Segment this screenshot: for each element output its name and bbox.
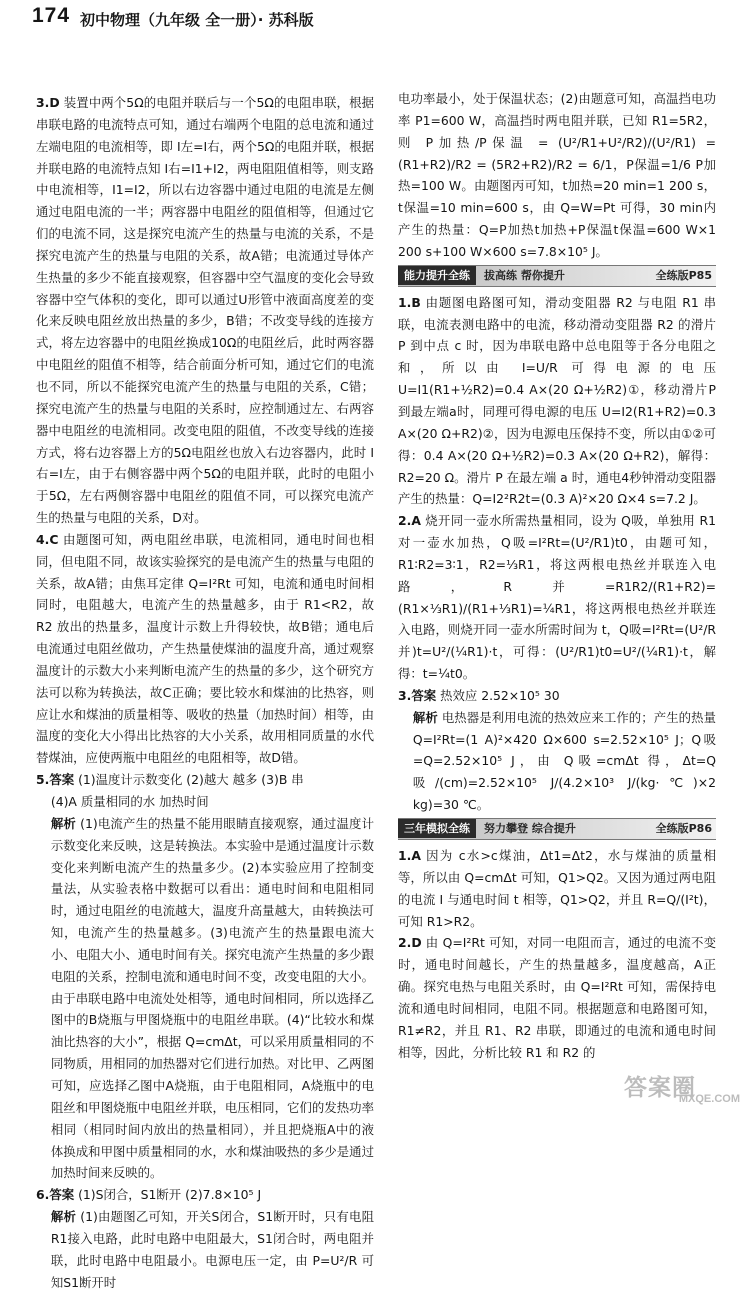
answer-text: 由题图可知，两电阻丝串联，电流相同，通电时间也相同，但电阻不同，故该实验探究的是电流产生的热量与电阻的关系，故A错；由焦耳定律 Q=I²Rt 可知，电流和通电时间相同时，电阻越大，电流产生的热量越多，由于 R1<R2，故 R2 放出的热量多，温度计示数上升得较快，故B错；通电后电流通过电阻丝做功，产生热量使煤油的温度升高，通过观察温度计的示数大小来判断电流产生的热量的多少，这个研究方法可以称为转换法，故C正确；要比较水和煤油的比热容，则应让水和煤油的质量相等、吸收的热量（加热时间）相等，由温度的变化大小得出比热容的大小关系，故用相同质量的水代替煤油，应使两瓶中电阻丝的电阻相等，故D错。	[36, 531, 374, 766]
left-column	[36, 92, 374, 1293]
answer-paragraph	[398, 88, 716, 263]
answer-text: 因为 c水>c煤油，Δt1=Δt2，水与煤油的质量相等，所以由 Q=cmΔt 可知，Q1>Q2。又因为通过两电阻的电流 I 与通电时间 t 相等，Q1>Q2，并且 R=Q/(I²t)，可知 R1>R2。	[398, 848, 716, 929]
answer-number: 5.答案	[36, 772, 75, 788]
answer-paragraph	[36, 813, 374, 1184]
watermark	[624, 1069, 742, 1105]
answer-number: 1.A	[398, 848, 421, 863]
page-header	[32, 0, 722, 46]
section-banner-ref: 全练版P86	[655, 822, 712, 835]
answer-paragraph	[36, 529, 374, 769]
answer-paragraph	[36, 791, 374, 813]
section-banner	[398, 265, 716, 287]
watermark-logo: 答案圈	[624, 1074, 696, 1100]
answer-paragraph	[36, 769, 374, 791]
answer-text: 电热器是利用电流的热效应来工作的；产生的热量 Q=I²Rt=(1 A)²×420 Ω×600 s=2.52×10⁵ J；Q吸=Q=2.52×10⁵ J，由 Q吸=cmΔt 得，Δt=Q吸/(cm)=2.52×10⁵ J/(4.2×10³ J/(kg·℃)×2 kg)=30 ℃。	[412, 709, 716, 813]
answer-paragraph	[398, 510, 716, 685]
section-banner-sub: 努力攀登 综合提升	[484, 822, 576, 835]
right-column	[398, 88, 716, 1063]
book-title: 初中物理（九年级 全一册）· 苏科版	[80, 11, 314, 29]
answer-text: (1)S闭合，S1断开 (2)7.8×10⁵ J	[78, 1187, 262, 1203]
section-banner	[398, 818, 716, 840]
answer-text: 烧开同一壶水所需热量相同，设为 Q吸，单独用 R1 对一壶水加热，Q吸=I²Rt=(U²/R1)t0，由题可知，R1∶R2=3∶1，R2=⅓R1，将这两根电热丝并联连入电路，R并=R1R2/(R1+R2)=(R1×⅓R1)/(R1+⅓R1)=¼R1，将这两根电热丝并联连入电路，则烧开同一壶水所需时间为 t，Q吸=I²Rt=(U²/R并)t=U²/(¼R1)·t，可得：(U²/R1)t0=U²/(¼R1)·t，解得：t=¼t0。	[398, 513, 716, 682]
page-number: 174	[32, 4, 71, 27]
answer-paragraph	[398, 707, 716, 816]
answer-number: 解析	[50, 1209, 77, 1225]
watermark-site: MXQE.COM	[678, 1093, 740, 1105]
answer-text: 电功率最小，处于保温状态；(2)由题意可知，高温挡电功率 P1=600 W，高温挡时两电阻并联，已知 R1=5R2，则 P加热/P保温 = (U²/R1+U²/R2)/(U²/R1) = (R1+R2)/R2 = (5R2+R2)/R2 = 6/1，P保温=1/6 P加热=100 W。由题图丙可知，t加热=20 min=1 200 s，t保温=10 min=600 s，由 Q=W=Pt 可得，30 min内产生的热量：Q=P加热t加热+P保温t保温=600 W×1 200 s+100 W×600 s=7.8×10⁵ J。	[398, 91, 716, 259]
answer-text: 由题图电路图可知，滑动变阻器 R2 与电阻 R1 串联，电流表测电路中的电流，移动滑动变阻器 R2 的滑片 P 到中点 c 时，因为串联电路中总电阻等于各分电阻之和，所以由 I=U/R 可得电源的电压 U=I1(R1+½R2)=0.4 A×(20 Ω+½R2)①，移动滑片P到最左端a时，同理可得电源的电压 U=I2(R1+R2)=0.3 A×(20 Ω+R2)②，因为电源电压保持不变，所以由①②可得：0.4 A×(20 Ω+½R2)=0.3 A×(20 Ω+R2)，解得：R2=20 Ω。滑片 P 在最左端 a 时，通电4秒钟滑动变阻器产生的热量：Q=I2²R2t=(0.3 A)²×20 Ω×4 s=7.2 J。	[398, 294, 716, 507]
answer-number: 解析	[50, 815, 76, 831]
answer-text: 装置中两个5Ω的电阻并联后与一个5Ω的电阻串联，根据串联电路的电流特点可知，通过右端两个电阻的总电流和通过左端电阻的电流相等，即 I左=I右，两个5Ω的电阻并联，根据并联电路的电流特点知 I右=I1+I2，两电阻阻值相等，则支路中电流相等，I1=I2，所以右边容器中通过电阻的电流是左侧通过电阻电流的一半；两容器中电阻丝的阻值相等，但通过它们的电流不同，这是探究电流产生的热量与电流的关系，不是探究电流产生的热量与电阻的关系，故A错；电流通过导体产生热量的多少不能直接观察，但容器中空气温度的变化会导致容器中空气体积的变化，即可以通过U形管中液面高度差的变化来反映电阻丝放出热量的多少，B错；不改变导线的连接方式，将左边容器中的电阻丝换成10Ω的电阻丝后，此时两容器中电阻丝的阻值不相等，结合前面分析可知，通过它们的电流也不同，所以不能探究电流产生的热量与电阻的关系，C错；探究电流产生的热量与电阻的关系时，应控制通过左、右两容器中电阻丝的电流相同。改变电阻的阻值，不改变导线的连接方式，将右边容器上方的5Ω电阻丝也放入右边容器内，此时 I右=I左，由于右侧容器中两个5Ω的电阻并联，此时的电阻小于5Ω，左右两侧容器中电阻丝的阻值不同，可以探究电流产生的热量与电阻的关系，D对。	[36, 95, 374, 526]
section-banner-sub: 拔高练 帮你提升	[484, 268, 565, 282]
answer-paragraph	[398, 292, 716, 510]
answer-text: (1)电流产生的热量不能用眼睛直接观察，通过温度计示数变化来反映，这是转换法。本实验中是通过温度计示数变化来判断电流产生的热量多少。(2)本实验应用了控制变量法，从实验表格中数据可以看出：通电时间和电阻相同时，通过电阻丝的电流越大，温度升高量越大，由转换法可知，电流产生的热量越多。(3)电流产生的热量跟电流大小、电阻大小、通电时间有关。探究电流产生热量的多少跟电阻的关系，控制电流和通电时间不变，改变电阻的大小。由于串联电路中电流处处相等，通电时间相同，所以选择乙图中的B烧瓶与甲图烧瓶中的电阻丝串联。(4)“比较水和煤油比热容的大小”，根据 Q=cmΔt，可以采用质量相同的不同物质，用相同的加热器对它们进行加热。对比甲、乙两图可知，应选择乙图中A烧瓶，由于电阻相同，A烧瓶中的电阻丝和甲图烧瓶中电阻丝并联，电压相同，它们的发热功率相同（相同时间内放出的热量相同），并且把烧瓶A中的液体换成和甲图中质量相同的水，水和煤油吸热的多少是通过加热时间来反映的。	[50, 815, 374, 1181]
answer-text: (1)温度计示数变化 (2)越大 越多 (3)B 串	[78, 772, 304, 788]
answer-paragraph	[36, 1184, 374, 1206]
answer-number: 3.答案	[398, 687, 437, 703]
answer-paragraph	[36, 92, 374, 529]
answer-paragraph	[36, 1206, 374, 1293]
answer-number: 4.C	[36, 531, 59, 547]
answer-number: 1.B	[398, 294, 421, 310]
answer-paragraph	[398, 932, 716, 1063]
answer-text: (4)A 质量相同的水 加热时间	[50, 794, 209, 809]
answer-number: 2.A	[398, 513, 421, 529]
answer-text: 由 Q=I²Rt 可知，对同一电阻而言，通过的电流不变时，通电时间越长，产生的热量越多，温度越高，A正确。探究电热与电阻关系时，由 Q=I²Rt 可知，需保持电流和通电时间相同，电阻不同。根据题意和电路图可知，R1≠R2，并且 R1、R2 串联，即通过的电流和通电时间相等，因此，分析比较 R1 和 R2 的	[398, 935, 716, 1060]
section-banner-tag: 三年模拟全练	[398, 819, 476, 838]
answer-number: 6.答案	[36, 1187, 75, 1203]
answer-text: (1)由题图乙可知，开关S闭合，S1断开时，只有电阻R1接入电路，此时电路中电阻最大，S1闭合时，两电阻并联，此时电路中电阻最小。电源电压一定，由 P=U²/R 可知S1断开时	[50, 1209, 374, 1290]
answer-paragraph	[398, 685, 716, 707]
section-banner-ref: 全练版P85	[655, 268, 712, 282]
answer-number: 2.D	[398, 935, 422, 951]
answer-number: 3.D	[36, 95, 60, 110]
answer-paragraph	[398, 845, 716, 932]
section-banner-tag: 能力提升全练	[398, 266, 476, 285]
answer-text: 热效应 2.52×10⁵ 30	[440, 687, 560, 703]
answer-number: 解析	[412, 709, 438, 725]
